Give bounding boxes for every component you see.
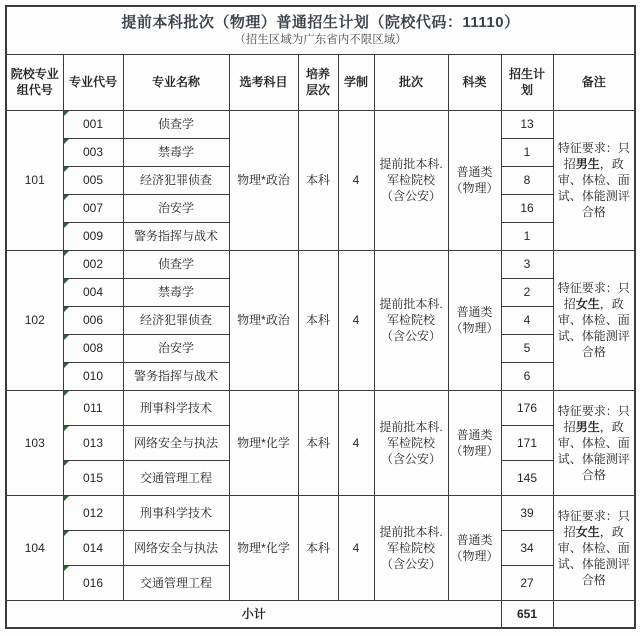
- major-code-cell: [63, 425, 123, 460]
- remark-gender: 女生: [575, 297, 600, 311]
- major-code: 002: [82, 257, 104, 271]
- major-code-cell: [63, 390, 123, 425]
- page-title: 提前本科批次（物理）普通招生计划（院校代码：11110）: [121, 14, 520, 32]
- level-cell: 本科: [298, 495, 338, 600]
- header-row: [6, 54, 635, 110]
- cell-corner-flag: [64, 426, 69, 431]
- major-code-cell: [63, 565, 123, 600]
- major-name-cell: 交通管理工程: [123, 565, 229, 600]
- plan-count-cell: 171: [501, 425, 553, 460]
- years-cell: 4: [338, 110, 374, 250]
- remark-suffix: ，政审、体检、面试、体能测评合格: [557, 524, 630, 587]
- remark-suffix: ，政审、体检、面试、体能测评合格: [557, 297, 630, 359]
- subjects-cell: 物理*政治: [229, 250, 298, 390]
- major-code-cell: [63, 250, 123, 278]
- plan-count-cell: 6: [501, 362, 553, 390]
- category-cell: 普通类（物理）: [448, 110, 501, 250]
- col-header-batch: 批次: [374, 54, 448, 110]
- cell-corner-flag: [64, 307, 69, 312]
- remark-cell: [553, 250, 635, 390]
- major-code: 016: [82, 575, 104, 590]
- major-code-cell: [63, 460, 123, 495]
- major-code-cell: [63, 110, 123, 138]
- col-header-remark: 备注: [553, 54, 635, 110]
- batch-cell: 提前批本科.军检院校（含公安）: [374, 250, 448, 390]
- col-header-level: 培养层次: [298, 54, 338, 110]
- major-name-cell: 刑事科学技术: [123, 390, 229, 425]
- major-code: 014: [82, 540, 104, 555]
- col-header-category: 科类: [448, 54, 501, 110]
- major-code: 012: [82, 505, 104, 520]
- cell-corner-flag: [64, 566, 69, 571]
- major-code-cell: [63, 306, 123, 334]
- table-row: [6, 110, 635, 138]
- years-cell: 4: [338, 250, 374, 390]
- major-code-cell: [63, 194, 123, 222]
- admission-plan-table: [5, 5, 636, 629]
- batch-cell: 提前批本科.军检院校（含公安）: [374, 495, 448, 600]
- major-code: 004: [82, 285, 104, 299]
- major-code-cell: [63, 334, 123, 362]
- major-code: 015: [82, 470, 104, 485]
- remark-gender: 男生: [575, 157, 600, 171]
- major-code: 005: [82, 173, 104, 187]
- category-cell: 普通类（物理）: [448, 250, 501, 390]
- major-name-cell: 交通管理工程: [123, 460, 229, 495]
- major-code: 008: [82, 341, 104, 355]
- cell-corner-flag: [64, 223, 69, 228]
- remark-cell: [553, 495, 635, 600]
- group-code-cell: 104: [6, 495, 63, 600]
- level-cell: 本科: [298, 250, 338, 390]
- cell-corner-flag: [64, 363, 69, 368]
- major-name-cell: 网络安全与执法: [123, 530, 229, 565]
- plan-count-cell: 34: [501, 530, 553, 565]
- col-header-major-name: 专业名称: [123, 54, 229, 110]
- remark-prefix: 特征要求：只招: [557, 281, 630, 311]
- category-cell: 普通类（物理）: [448, 495, 501, 600]
- years-cell: 4: [338, 495, 374, 600]
- major-name-cell: 警务指挥与战术: [123, 222, 229, 250]
- plan-count-cell: 5: [501, 334, 553, 362]
- title-cell: [6, 6, 635, 54]
- major-code-cell: [63, 222, 123, 250]
- major-code-cell: [63, 530, 123, 565]
- major-name-cell: 治安学: [123, 334, 229, 362]
- col-header-major-code: 专业代号: [63, 54, 123, 110]
- major-name-cell: 警务指挥与战术: [123, 362, 229, 390]
- plan-count-cell: 3: [501, 250, 553, 278]
- remark-gender: 男生: [575, 419, 600, 434]
- plan-count-cell: 176: [501, 390, 553, 425]
- plan-count-cell: 16: [501, 194, 553, 222]
- group-code-cell: 102: [6, 250, 63, 390]
- plan-count-cell: 4: [501, 306, 553, 334]
- col-header-subjects: 选考科目: [229, 54, 298, 110]
- major-name-cell: 刑事科学技术: [123, 495, 229, 530]
- major-code: 013: [82, 435, 104, 450]
- major-name-cell: 经济犯罪侦查: [123, 166, 229, 194]
- subjects-cell: 物理*化学: [229, 495, 298, 600]
- table-row: [6, 495, 635, 530]
- major-code-cell: [63, 362, 123, 390]
- cell-corner-flag: [64, 111, 69, 116]
- cell-corner-flag: [64, 335, 69, 340]
- remark-cell: [553, 390, 635, 495]
- cell-corner-flag: [64, 279, 69, 284]
- major-code-cell: [63, 166, 123, 194]
- major-name-cell: 禁毒学: [123, 278, 229, 306]
- major-code: 007: [82, 201, 104, 215]
- group-code-cell: 101: [6, 110, 63, 250]
- cell-corner-flag: [64, 496, 69, 501]
- cell-corner-flag: [64, 167, 69, 172]
- group-code-cell: 103: [6, 390, 63, 495]
- col-header-group-code: 院校专业组代号: [6, 54, 63, 110]
- major-code-cell: [63, 138, 123, 166]
- major-name-cell: 经济犯罪侦查: [123, 306, 229, 334]
- plan-count-cell: 13: [501, 110, 553, 138]
- plan-count-cell: 2: [501, 278, 553, 306]
- cell-corner-flag: [64, 195, 69, 200]
- subtotal-remark-cell: [553, 600, 635, 628]
- cell-corner-flag: [64, 391, 69, 396]
- subjects-cell: 物理*政治: [229, 110, 298, 250]
- table-row: [6, 390, 635, 425]
- major-code-cell: [63, 278, 123, 306]
- major-code: 011: [83, 400, 103, 415]
- plan-count-cell: 8: [501, 166, 553, 194]
- level-cell: 本科: [298, 110, 338, 250]
- subtotal-label-cell: 小计: [6, 600, 501, 628]
- subjects-cell: 物理*化学: [229, 390, 298, 495]
- cell-corner-flag: [64, 251, 69, 256]
- category-cell: 普通类（物理）: [448, 390, 501, 495]
- batch-cell: 提前批本科.军检院校（含公安）: [374, 390, 448, 495]
- major-code: 009: [82, 229, 104, 243]
- major-code: 003: [82, 145, 104, 159]
- major-code-cell: [63, 495, 123, 530]
- remark-gender: 女生: [575, 524, 600, 539]
- cell-corner-flag: [64, 461, 69, 466]
- plan-count-cell: 27: [501, 565, 553, 600]
- cell-corner-flag: [64, 531, 69, 536]
- plan-count-cell: 1: [501, 222, 553, 250]
- plan-count-cell: 39: [501, 495, 553, 530]
- table-row: [6, 250, 635, 278]
- remark-cell: [553, 110, 635, 250]
- col-header-plan: 招生计划: [501, 54, 553, 110]
- remark-prefix: 特征要求：只招: [557, 141, 630, 171]
- batch-cell: 提前批本科.军检院校（含公安）: [374, 110, 448, 250]
- remark-prefix: 特征要求：只招: [557, 403, 630, 434]
- major-code: 010: [82, 369, 104, 383]
- major-name-cell: 网络安全与执法: [123, 425, 229, 460]
- major-name-cell: 治安学: [123, 194, 229, 222]
- major-code: 001: [82, 117, 104, 131]
- level-cell: 本科: [298, 390, 338, 495]
- page-subtitle: （招生区域为广东省内不限区域）: [234, 34, 407, 47]
- subtotal-row: [6, 600, 635, 628]
- col-header-years: 学制: [338, 54, 374, 110]
- remark-suffix: ，政审、体检、面试、体能测评合格: [557, 419, 630, 482]
- major-name-cell: 侦查学: [123, 110, 229, 138]
- cell-corner-flag: [64, 139, 69, 144]
- remark-suffix: ，政审、体检、面试、体能测评合格: [557, 157, 630, 219]
- major-code: 006: [82, 313, 104, 327]
- subtotal-value-cell: 651: [501, 600, 553, 628]
- title-row: [6, 6, 635, 54]
- major-name-cell: 侦查学: [123, 250, 229, 278]
- plan-count-cell: 1: [501, 138, 553, 166]
- major-name-cell: 禁毒学: [123, 138, 229, 166]
- plan-count-cell: 145: [501, 460, 553, 495]
- years-cell: 4: [338, 390, 374, 495]
- remark-prefix: 特征要求：只招: [557, 508, 630, 539]
